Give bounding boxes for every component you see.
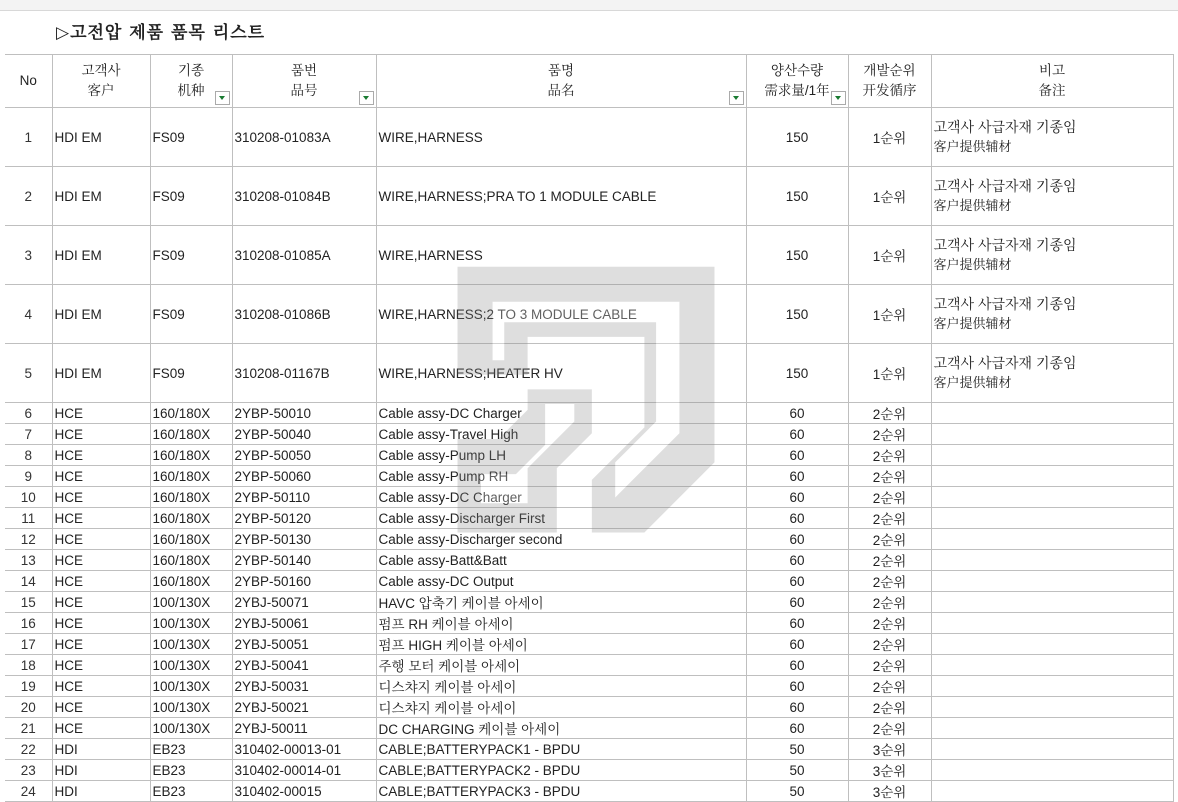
cell-part-no[interactable]: 2YBJ-50071 xyxy=(232,592,376,613)
cell-customer[interactable]: HDI EM xyxy=(52,226,150,285)
header-priority xyxy=(848,55,931,108)
remark-line-zh: 客户提供辅材 xyxy=(933,198,1012,213)
header-part-no xyxy=(232,55,376,108)
table-row xyxy=(5,445,1173,466)
header-customer-zh: 客户 xyxy=(87,83,115,98)
cell-customer[interactable]: HCE xyxy=(52,508,150,529)
header-remark-zh: 备注 xyxy=(1038,83,1066,98)
cell-no[interactable]: 15 xyxy=(5,592,52,613)
cell-part-name[interactable]: WIRE,HARNESS;HEATER HV xyxy=(376,344,746,403)
cell-model[interactable]: 160/180X xyxy=(150,508,232,529)
cell-customer[interactable]: HCE xyxy=(52,613,150,634)
cell-priority[interactable]: 2순위 xyxy=(848,655,931,676)
cell-part-no[interactable]: 310208-01086B xyxy=(232,285,376,344)
table-row xyxy=(5,403,1173,424)
cell-priority[interactable]: 1순위 xyxy=(848,108,931,167)
cell-part-no[interactable]: 2YBJ-50011 xyxy=(232,718,376,739)
cell-remark[interactable] xyxy=(931,592,1173,613)
cell-priority[interactable]: 2순위 xyxy=(848,466,931,487)
cell-customer[interactable]: HCE xyxy=(52,424,150,445)
cell-customer[interactable]: HCE xyxy=(52,592,150,613)
cell-qty[interactable]: 50 xyxy=(746,760,848,781)
cell-priority[interactable]: 2순위 xyxy=(848,508,931,529)
cell-part-no[interactable]: 2YBJ-50021 xyxy=(232,697,376,718)
cell-part-no[interactable]: 2YBP-50010 xyxy=(232,403,376,424)
cell-customer[interactable]: HDI EM xyxy=(52,167,150,226)
cell-no[interactable]: 18 xyxy=(5,655,52,676)
cell-model[interactable]: EB23 xyxy=(150,760,232,781)
cell-model[interactable]: 100/130X xyxy=(150,718,232,739)
cell-part-no[interactable]: 2YBP-50120 xyxy=(232,508,376,529)
cell-remark[interactable] xyxy=(931,718,1173,739)
cell-no[interactable]: 2 xyxy=(5,167,52,226)
table-row xyxy=(5,108,1173,167)
table-row xyxy=(5,226,1173,285)
cell-part-name[interactable]: 디스챠지 케이블 아세이 xyxy=(376,676,746,697)
cell-part-name[interactable]: WIRE,HARNESS xyxy=(376,108,746,167)
cell-part-name[interactable]: Cable assy-Travel High xyxy=(376,424,746,445)
cell-model[interactable]: 100/130X xyxy=(150,613,232,634)
cell-priority[interactable]: 2순위 xyxy=(848,676,931,697)
cell-part-no[interactable]: 310402-00015 xyxy=(232,781,376,802)
cell-part-name[interactable]: CABLE;BATTERYPACK3 - BPDU xyxy=(376,781,746,802)
cell-no[interactable]: 11 xyxy=(5,508,52,529)
cell-model[interactable]: FS09 xyxy=(150,226,232,285)
header-model-zh: 机种 xyxy=(177,83,205,98)
remark-line-ko: 고객사 사급자재 기종임 xyxy=(933,237,1077,253)
cell-qty[interactable]: 60 xyxy=(746,529,848,550)
cell-remark[interactable] xyxy=(931,108,1173,167)
cell-model[interactable]: 160/180X xyxy=(150,487,232,508)
remark-line-zh: 客户提供辅材 xyxy=(933,257,1012,272)
cell-priority[interactable]: 2순위 xyxy=(848,487,931,508)
cell-no[interactable]: 16 xyxy=(5,613,52,634)
cell-priority[interactable]: 2순위 xyxy=(848,424,931,445)
cell-model[interactable]: 100/130X xyxy=(150,676,232,697)
remark-line-ko: 고객사 사급자재 기종임 xyxy=(933,119,1077,135)
cell-customer[interactable]: HDI EM xyxy=(52,344,150,403)
remark-line-ko: 고객사 사급자재 기종임 xyxy=(933,355,1077,371)
cell-remark[interactable] xyxy=(931,445,1173,466)
cell-model[interactable]: FS09 xyxy=(150,344,232,403)
cell-priority[interactable]: 2순위 xyxy=(848,592,931,613)
cell-model[interactable]: EB23 xyxy=(150,781,232,802)
cell-qty[interactable]: 60 xyxy=(746,445,848,466)
cell-no[interactable]: 23 xyxy=(5,760,52,781)
cell-remark[interactable] xyxy=(931,403,1173,424)
table-row xyxy=(5,634,1173,655)
header-priority-zh: 开发循序 xyxy=(862,83,917,98)
filter-dropdown-icon[interactable] xyxy=(831,91,846,105)
header-model xyxy=(150,55,232,108)
cell-part-no[interactable]: 2YBJ-50041 xyxy=(232,655,376,676)
cell-model[interactable]: 160/180X xyxy=(150,550,232,571)
cell-no[interactable]: 9 xyxy=(5,466,52,487)
table-row xyxy=(5,550,1173,571)
cell-remark[interactable] xyxy=(931,550,1173,571)
cell-remark[interactable] xyxy=(931,529,1173,550)
cell-model[interactable]: EB23 xyxy=(150,739,232,760)
cell-no[interactable]: 5 xyxy=(5,344,52,403)
cell-qty[interactable]: 60 xyxy=(746,550,848,571)
cell-part-no[interactable]: 2YBP-50160 xyxy=(232,571,376,592)
cell-part-name[interactable]: Cable assy-Discharger First xyxy=(376,508,746,529)
cell-remark[interactable] xyxy=(931,697,1173,718)
cell-customer[interactable]: HDI EM xyxy=(52,108,150,167)
cell-part-no[interactable]: 310402-00013-01 xyxy=(232,739,376,760)
remark-line-zh: 客户提供辅材 xyxy=(933,375,1012,390)
header-model-ko: 기종 xyxy=(177,63,205,78)
cell-part-name[interactable]: 펌프 HIGH 케이블 아세이 xyxy=(376,634,746,655)
header-qty xyxy=(746,55,848,108)
cell-qty[interactable]: 60 xyxy=(746,697,848,718)
cell-model[interactable]: FS09 xyxy=(150,108,232,167)
cell-no[interactable]: 6 xyxy=(5,403,52,424)
cell-part-name[interactable]: DC CHARGING 케이블 아세이 xyxy=(376,718,746,739)
cell-customer[interactable]: HCE xyxy=(52,571,150,592)
cell-qty[interactable]: 60 xyxy=(746,592,848,613)
cell-priority[interactable]: 3순위 xyxy=(848,760,931,781)
cell-model[interactable]: 160/180X xyxy=(150,445,232,466)
cell-part-name[interactable]: Cable assy-DC Charger xyxy=(376,403,746,424)
cell-no[interactable]: 19 xyxy=(5,676,52,697)
table-row xyxy=(5,344,1173,403)
cell-qty[interactable]: 60 xyxy=(746,424,848,445)
cell-priority[interactable]: 2순위 xyxy=(848,613,931,634)
table-row xyxy=(5,529,1173,550)
cell-part-name[interactable]: Cable assy-DC Charger xyxy=(376,487,746,508)
cell-remark[interactable] xyxy=(931,739,1173,760)
header-row xyxy=(5,55,1173,108)
table-row xyxy=(5,167,1173,226)
cell-model[interactable]: 160/180X xyxy=(150,424,232,445)
table-row xyxy=(5,571,1173,592)
header-part-name-ko: 품명 xyxy=(547,63,575,78)
cell-no[interactable]: 4 xyxy=(5,285,52,344)
cell-part-no[interactable]: 2YBP-50050 xyxy=(232,445,376,466)
cell-remark[interactable] xyxy=(931,571,1173,592)
cell-model[interactable]: 160/180X xyxy=(150,466,232,487)
filter-dropdown-icon[interactable] xyxy=(729,91,744,105)
cell-no[interactable]: 20 xyxy=(5,697,52,718)
cell-priority[interactable]: 2순위 xyxy=(848,571,931,592)
cell-remark[interactable] xyxy=(931,613,1173,634)
cell-model[interactable]: 160/180X xyxy=(150,403,232,424)
header-part-no-ko: 품번 xyxy=(290,63,318,78)
cell-part-name[interactable]: CABLE;BATTERYPACK1 - BPDU xyxy=(376,739,746,760)
cell-part-name[interactable]: WIRE,HARNESS;PRA TO 1 MODULE CABLE xyxy=(376,167,746,226)
cell-part-no[interactable]: 310208-01083A xyxy=(232,108,376,167)
cell-priority[interactable]: 1순위 xyxy=(848,167,931,226)
table-row xyxy=(5,466,1173,487)
cell-part-name[interactable]: Cable assy-Pump RH xyxy=(376,466,746,487)
cell-part-no[interactable]: 310208-01084B xyxy=(232,167,376,226)
filter-dropdown-icon[interactable] xyxy=(359,91,374,105)
cell-qty[interactable]: 60 xyxy=(746,466,848,487)
cell-customer[interactable]: HCE xyxy=(52,676,150,697)
cell-part-no[interactable]: 2YBJ-50051 xyxy=(232,634,376,655)
cell-remark[interactable] xyxy=(931,508,1173,529)
cell-part-name[interactable]: 주행 모터 케이블 아세이 xyxy=(376,655,746,676)
cell-priority[interactable]: 3순위 xyxy=(848,781,931,802)
cell-remark[interactable] xyxy=(931,285,1173,344)
cell-part-name[interactable]: 펌프 RH 케이블 아세이 xyxy=(376,613,746,634)
column-header-bar xyxy=(0,0,1178,11)
table-row xyxy=(5,655,1173,676)
header-qty-zh: 需求量/1年 xyxy=(764,83,830,98)
header-customer-ko: 고객사 xyxy=(81,63,121,78)
table-row xyxy=(5,508,1173,529)
sheet-title: ▷고전압 제품 품목 리스트 xyxy=(56,23,266,43)
cell-part-name[interactable]: CABLE;BATTERYPACK2 - BPDU xyxy=(376,760,746,781)
cell-no[interactable]: 22 xyxy=(5,739,52,760)
cell-priority[interactable]: 2순위 xyxy=(848,529,931,550)
cell-part-no[interactable]: 310402-00014-01 xyxy=(232,760,376,781)
cell-model[interactable]: FS09 xyxy=(150,285,232,344)
remark-line-zh: 客户提供辅材 xyxy=(933,139,1012,154)
cell-qty[interactable]: 150 xyxy=(746,344,848,403)
cell-remark[interactable] xyxy=(931,676,1173,697)
cell-priority[interactable]: 2순위 xyxy=(848,403,931,424)
cell-remark[interactable] xyxy=(931,487,1173,508)
cell-part-no[interactable]: 2YBJ-50061 xyxy=(232,613,376,634)
cell-qty[interactable]: 60 xyxy=(746,655,848,676)
cell-part-no[interactable]: 2YBP-50110 xyxy=(232,487,376,508)
cell-priority[interactable]: 1순위 xyxy=(848,344,931,403)
cell-no[interactable]: 13 xyxy=(5,550,52,571)
cell-customer[interactable]: HCE xyxy=(52,445,150,466)
cell-no[interactable]: 8 xyxy=(5,445,52,466)
table-row xyxy=(5,676,1173,697)
cell-customer[interactable]: HCE xyxy=(52,529,150,550)
cell-customer[interactable]: HDI xyxy=(52,739,150,760)
product-list-table xyxy=(5,54,1174,802)
cell-remark[interactable] xyxy=(931,344,1173,403)
cell-qty[interactable]: 50 xyxy=(746,781,848,802)
table-row xyxy=(5,424,1173,445)
cell-priority[interactable]: 2순위 xyxy=(848,718,931,739)
cell-no[interactable]: 3 xyxy=(5,226,52,285)
cell-priority[interactable]: 2순위 xyxy=(848,634,931,655)
cell-no[interactable]: 7 xyxy=(5,424,52,445)
cell-qty[interactable]: 150 xyxy=(746,108,848,167)
cell-part-name[interactable]: WIRE,HARNESS xyxy=(376,226,746,285)
remark-line-zh: 客户提供辅材 xyxy=(933,316,1012,331)
cell-model[interactable]: 160/180X xyxy=(150,529,232,550)
cell-qty[interactable]: 60 xyxy=(746,676,848,697)
table-row xyxy=(5,718,1173,739)
cell-qty[interactable]: 60 xyxy=(746,634,848,655)
cell-qty[interactable]: 60 xyxy=(746,487,848,508)
cell-part-no[interactable]: 310208-01167B xyxy=(232,344,376,403)
cell-qty[interactable]: 60 xyxy=(746,718,848,739)
table-row xyxy=(5,613,1173,634)
cell-remark[interactable] xyxy=(931,760,1173,781)
cell-part-name[interactable]: Cable assy-Pump LH xyxy=(376,445,746,466)
cell-model[interactable]: 100/130X xyxy=(150,634,232,655)
cell-priority[interactable]: 1순위 xyxy=(848,226,931,285)
cell-model[interactable]: 100/130X xyxy=(150,592,232,613)
cell-model[interactable]: 100/130X xyxy=(150,655,232,676)
table-row xyxy=(5,487,1173,508)
cell-no[interactable]: 10 xyxy=(5,487,52,508)
cell-qty[interactable]: 60 xyxy=(746,403,848,424)
cell-part-no[interactable]: 2YBJ-50031 xyxy=(232,676,376,697)
cell-customer[interactable]: HCE xyxy=(52,487,150,508)
remark-line-ko: 고객사 사급자재 기종임 xyxy=(933,296,1077,312)
cell-priority[interactable]: 2순위 xyxy=(848,697,931,718)
cell-part-name[interactable]: WIRE,HARNESS;2 TO 3 MODULE CABLE xyxy=(376,285,746,344)
cell-customer[interactable]: HCE xyxy=(52,466,150,487)
header-remark xyxy=(931,55,1173,108)
cell-remark[interactable] xyxy=(931,167,1173,226)
cell-part-name[interactable]: 디스챠지 케이블 아세이 xyxy=(376,697,746,718)
header-no: No xyxy=(5,55,52,108)
cell-remark[interactable] xyxy=(931,226,1173,285)
cell-remark[interactable] xyxy=(931,466,1173,487)
cell-no[interactable]: 1 xyxy=(5,108,52,167)
header-part-name-zh: 品名 xyxy=(547,83,575,98)
table-row xyxy=(5,697,1173,718)
cell-no[interactable]: 12 xyxy=(5,529,52,550)
cell-part-name[interactable]: Cable assy-Discharger second xyxy=(376,529,746,550)
cell-customer[interactable]: HDI xyxy=(52,781,150,802)
table-row xyxy=(5,592,1173,613)
cell-qty[interactable]: 60 xyxy=(746,508,848,529)
cell-part-name[interactable]: Cable assy-DC Output xyxy=(376,571,746,592)
cell-part-no[interactable]: 2YBP-50060 xyxy=(232,466,376,487)
cell-no[interactable]: 17 xyxy=(5,634,52,655)
cell-priority[interactable]: 2순위 xyxy=(848,445,931,466)
cell-part-no[interactable]: 310208-01085A xyxy=(232,226,376,285)
cell-remark[interactable] xyxy=(931,424,1173,445)
cell-part-name[interactable]: Cable assy-Batt&Batt xyxy=(376,550,746,571)
header-part-name xyxy=(376,55,746,108)
cell-customer[interactable]: HDI xyxy=(52,760,150,781)
header-qty-ko: 양산수량 xyxy=(770,63,824,78)
cell-customer[interactable]: HDI EM xyxy=(52,285,150,344)
cell-model[interactable]: FS09 xyxy=(150,167,232,226)
table-row xyxy=(5,760,1173,781)
table-row xyxy=(5,285,1173,344)
cell-no[interactable]: 24 xyxy=(5,781,52,802)
cell-customer[interactable]: HCE xyxy=(52,403,150,424)
header-part-no-zh: 品号 xyxy=(290,83,318,98)
cell-part-no[interactable]: 2YBP-50130 xyxy=(232,529,376,550)
header-priority-ko: 개발순위 xyxy=(863,63,916,78)
cell-customer[interactable]: HCE xyxy=(52,550,150,571)
cell-customer[interactable]: HCE xyxy=(52,697,150,718)
cell-qty[interactable]: 60 xyxy=(746,613,848,634)
cell-customer[interactable]: HCE xyxy=(52,634,150,655)
cell-no[interactable]: 21 xyxy=(5,718,52,739)
cell-qty[interactable]: 150 xyxy=(746,226,848,285)
cell-remark[interactable] xyxy=(931,655,1173,676)
cell-priority[interactable]: 1순위 xyxy=(848,285,931,344)
cell-qty[interactable]: 50 xyxy=(746,739,848,760)
remark-line-ko: 고객사 사급자재 기종임 xyxy=(933,178,1077,194)
cell-model[interactable]: 100/130X xyxy=(150,697,232,718)
cell-customer[interactable]: HCE xyxy=(52,655,150,676)
cell-model[interactable]: 160/180X xyxy=(150,571,232,592)
cell-qty[interactable]: 60 xyxy=(746,571,848,592)
header-remark-ko: 비고 xyxy=(1038,63,1066,78)
cell-qty[interactable]: 150 xyxy=(746,285,848,344)
cell-no[interactable]: 14 xyxy=(5,571,52,592)
cell-part-name[interactable]: HAVC 압축기 케이블 아세이 xyxy=(376,592,746,613)
header-customer xyxy=(52,55,150,108)
filter-dropdown-icon[interactable] xyxy=(215,91,230,105)
cell-priority[interactable]: 3순위 xyxy=(848,739,931,760)
cell-qty[interactable]: 150 xyxy=(746,167,848,226)
cell-part-no[interactable]: 2YBP-50140 xyxy=(232,550,376,571)
cell-part-no[interactable]: 2YBP-50040 xyxy=(232,424,376,445)
cell-customer[interactable]: HCE xyxy=(52,718,150,739)
table-row xyxy=(5,739,1173,760)
cell-priority[interactable]: 2순위 xyxy=(848,550,931,571)
cell-remark[interactable] xyxy=(931,634,1173,655)
